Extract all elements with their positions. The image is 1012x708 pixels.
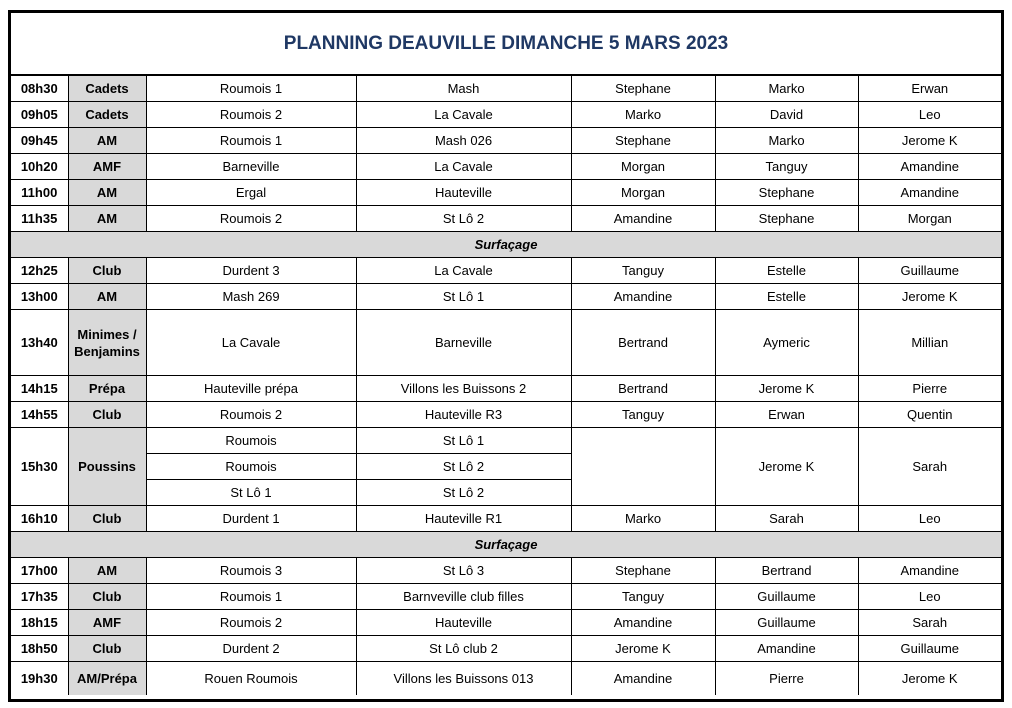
- team2-cell: St Lô 1: [356, 428, 571, 454]
- team1-cell: Hauteville prépa: [146, 376, 356, 402]
- person1-cell: Amandine: [571, 610, 715, 636]
- person1-cell: Stephane: [571, 76, 715, 102]
- person2-cell: Guillaume: [715, 610, 858, 636]
- time-cell: 14h15: [11, 376, 68, 402]
- table-row: [11, 558, 1001, 584]
- category-cell: AMF: [68, 610, 146, 636]
- person3-cell: Amandine: [858, 180, 1001, 206]
- person2-cell: Amandine: [715, 636, 858, 662]
- team2-cell: Villons les Buissons 2: [356, 376, 571, 402]
- team1-cell: Roumois 3: [146, 558, 356, 584]
- person3-cell: Amandine: [858, 558, 1001, 584]
- team1-cell: Ergal: [146, 180, 356, 206]
- person2-cell: Jerome K: [715, 376, 858, 402]
- team1-cell: Roumois 1: [146, 128, 356, 154]
- person3-cell: Pierre: [858, 376, 1001, 402]
- team2-cell: Barnveville club filles: [356, 584, 571, 610]
- person3-cell: Millian: [858, 310, 1001, 376]
- team2-cell: Hauteville R3: [356, 402, 571, 428]
- team2-cell: La Cavale: [356, 258, 571, 284]
- team1-cell: Roumois: [146, 428, 356, 454]
- team1-cell: St Lô 1: [146, 480, 356, 506]
- team1-cell: Roumois 2: [146, 402, 356, 428]
- category-cell: Prépa: [68, 376, 146, 402]
- time-cell: 19h30: [11, 662, 68, 696]
- table-row: [11, 154, 1001, 180]
- table-row: [11, 584, 1001, 610]
- team2-cell: La Cavale: [356, 102, 571, 128]
- surfacage-label: Surfaçage: [11, 232, 1001, 258]
- team2-cell: Hauteville: [356, 180, 571, 206]
- person2-cell: Estelle: [715, 258, 858, 284]
- table-row: [11, 206, 1001, 232]
- team1-cell: Roumois 2: [146, 610, 356, 636]
- person1-cell: Marko: [571, 506, 715, 532]
- team1-cell: Roumois 1: [146, 76, 356, 102]
- person2-cell: Marko: [715, 128, 858, 154]
- team1-cell: Roumois 2: [146, 102, 356, 128]
- person3-cell: Amandine: [858, 154, 1001, 180]
- person3-cell: Guillaume: [858, 258, 1001, 284]
- time-cell: 11h00: [11, 180, 68, 206]
- category-cell: AM: [68, 558, 146, 584]
- team1-cell: La Cavale: [146, 310, 356, 376]
- time-cell: 09h05: [11, 102, 68, 128]
- person1-cell: Tanguy: [571, 402, 715, 428]
- person1-cell: Amandine: [571, 662, 715, 696]
- team1-cell: Barneville: [146, 154, 356, 180]
- person1-cell: Stephane: [571, 558, 715, 584]
- table-row: [11, 180, 1001, 206]
- person3-cell: Jerome K: [858, 128, 1001, 154]
- table-row: [11, 258, 1001, 284]
- table-row: [11, 76, 1001, 102]
- person1-cell: Amandine: [571, 206, 715, 232]
- person2-cell: Tanguy: [715, 154, 858, 180]
- category-cell: AM: [68, 128, 146, 154]
- person3-cell: Guillaume: [858, 636, 1001, 662]
- person1-cell: Bertrand: [571, 376, 715, 402]
- person2-cell: Bertrand: [715, 558, 858, 584]
- team1-cell: Rouen Roumois: [146, 662, 356, 696]
- person1-cell: Tanguy: [571, 258, 715, 284]
- person1-cell: Morgan: [571, 180, 715, 206]
- category-cell: Cadets: [68, 102, 146, 128]
- person3-cell: Sarah: [858, 610, 1001, 636]
- team2-cell: Mash: [356, 76, 571, 102]
- person3-cell: Jerome K: [858, 284, 1001, 310]
- person1-cell: Bertrand: [571, 310, 715, 376]
- team1-cell: Mash 269: [146, 284, 356, 310]
- person2-cell: David: [715, 102, 858, 128]
- person3-cell: Leo: [858, 506, 1001, 532]
- category-cell: AM/Prépa: [68, 662, 146, 696]
- time-cell: 13h00: [11, 284, 68, 310]
- team2-cell: Villons les Buissons 013: [356, 662, 571, 696]
- time-cell: 09h45: [11, 128, 68, 154]
- team1-cell: Roumois 1: [146, 584, 356, 610]
- time-cell: 17h00: [11, 558, 68, 584]
- team2-cell: St Lô 3: [356, 558, 571, 584]
- category-cell: Cadets: [68, 76, 146, 102]
- time-cell: 12h25: [11, 258, 68, 284]
- time-cell: 15h30: [11, 428, 68, 506]
- surfacage-label: Surfaçage: [11, 532, 1001, 558]
- person3-cell: Morgan: [858, 206, 1001, 232]
- person2-cell: Jerome K: [715, 428, 858, 506]
- person1-cell: Amandine: [571, 284, 715, 310]
- person2-cell: Estelle: [715, 284, 858, 310]
- table-row: [11, 662, 1001, 696]
- team2-cell: St Lô club 2: [356, 636, 571, 662]
- team2-cell: Barneville: [356, 310, 571, 376]
- category-cell: Poussins: [68, 428, 146, 506]
- table-row: [11, 102, 1001, 128]
- time-cell: 10h20: [11, 154, 68, 180]
- time-cell: 11h35: [11, 206, 68, 232]
- category-cell: AMF: [68, 154, 146, 180]
- time-cell: 16h10: [11, 506, 68, 532]
- time-cell: 18h15: [11, 610, 68, 636]
- person3-cell: Quentin: [858, 402, 1001, 428]
- table-row: [11, 284, 1001, 310]
- table-row: [11, 310, 1001, 376]
- team2-cell: Hauteville R1: [356, 506, 571, 532]
- time-cell: 14h55: [11, 402, 68, 428]
- person2-cell: Erwan: [715, 402, 858, 428]
- time-cell: 13h40: [11, 310, 68, 376]
- person3-cell: Jerome K: [858, 662, 1001, 696]
- team1-cell: Durdent 3: [146, 258, 356, 284]
- person1-cell: Jerome K: [571, 636, 715, 662]
- category-cell: Club: [68, 402, 146, 428]
- person1-cell: Marko: [571, 102, 715, 128]
- category-cell: Club: [68, 584, 146, 610]
- table-row: [11, 506, 1001, 532]
- category-cell: Club: [68, 506, 146, 532]
- separator-row: [11, 232, 1001, 258]
- person1-cell: Stephane: [571, 128, 715, 154]
- table-row: [11, 428, 1001, 454]
- table-row: [11, 128, 1001, 154]
- page-title: PLANNING DEAUVILLE DIMANCHE 5 MARS 2023: [11, 13, 1001, 75]
- person3-cell: Sarah: [858, 428, 1001, 506]
- person2-cell: Stephane: [715, 180, 858, 206]
- person1-cell: [571, 428, 715, 506]
- person2-cell: Marko: [715, 76, 858, 102]
- category-cell: Club: [68, 636, 146, 662]
- category-cell: AM: [68, 284, 146, 310]
- person2-cell: Guillaume: [715, 584, 858, 610]
- team2-cell: St Lô 1: [356, 284, 571, 310]
- team1-cell: Roumois 2: [146, 206, 356, 232]
- person2-cell: Stephane: [715, 206, 858, 232]
- person3-cell: Leo: [858, 102, 1001, 128]
- category-cell: AM: [68, 180, 146, 206]
- team2-cell: Hauteville: [356, 610, 571, 636]
- person2-cell: Pierre: [715, 662, 858, 696]
- person3-cell: Erwan: [858, 76, 1001, 102]
- person3-cell: Leo: [858, 584, 1001, 610]
- team1-cell: Durdent 1: [146, 506, 356, 532]
- category-cell: AM: [68, 206, 146, 232]
- table-row: [11, 376, 1001, 402]
- schedule-table: [11, 75, 1001, 695]
- person1-cell: Morgan: [571, 154, 715, 180]
- category-cell: Minimes / Benjamins: [68, 310, 146, 376]
- planning-sheet: [8, 10, 1004, 702]
- category-cell: Club: [68, 258, 146, 284]
- person1-cell: Tanguy: [571, 584, 715, 610]
- separator-row: [11, 532, 1001, 558]
- time-cell: 17h35: [11, 584, 68, 610]
- team2-cell: St Lô 2: [356, 480, 571, 506]
- table-row: [11, 402, 1001, 428]
- team2-cell: Mash 026: [356, 128, 571, 154]
- team2-cell: St Lô 2: [356, 206, 571, 232]
- person2-cell: Sarah: [715, 506, 858, 532]
- team1-cell: Roumois: [146, 454, 356, 480]
- table-row: [11, 610, 1001, 636]
- team2-cell: St Lô 2: [356, 454, 571, 480]
- person2-cell: Aymeric: [715, 310, 858, 376]
- team1-cell: Durdent 2: [146, 636, 356, 662]
- time-cell: 18h50: [11, 636, 68, 662]
- time-cell: 08h30: [11, 76, 68, 102]
- table-row: [11, 636, 1001, 662]
- team2-cell: La Cavale: [356, 154, 571, 180]
